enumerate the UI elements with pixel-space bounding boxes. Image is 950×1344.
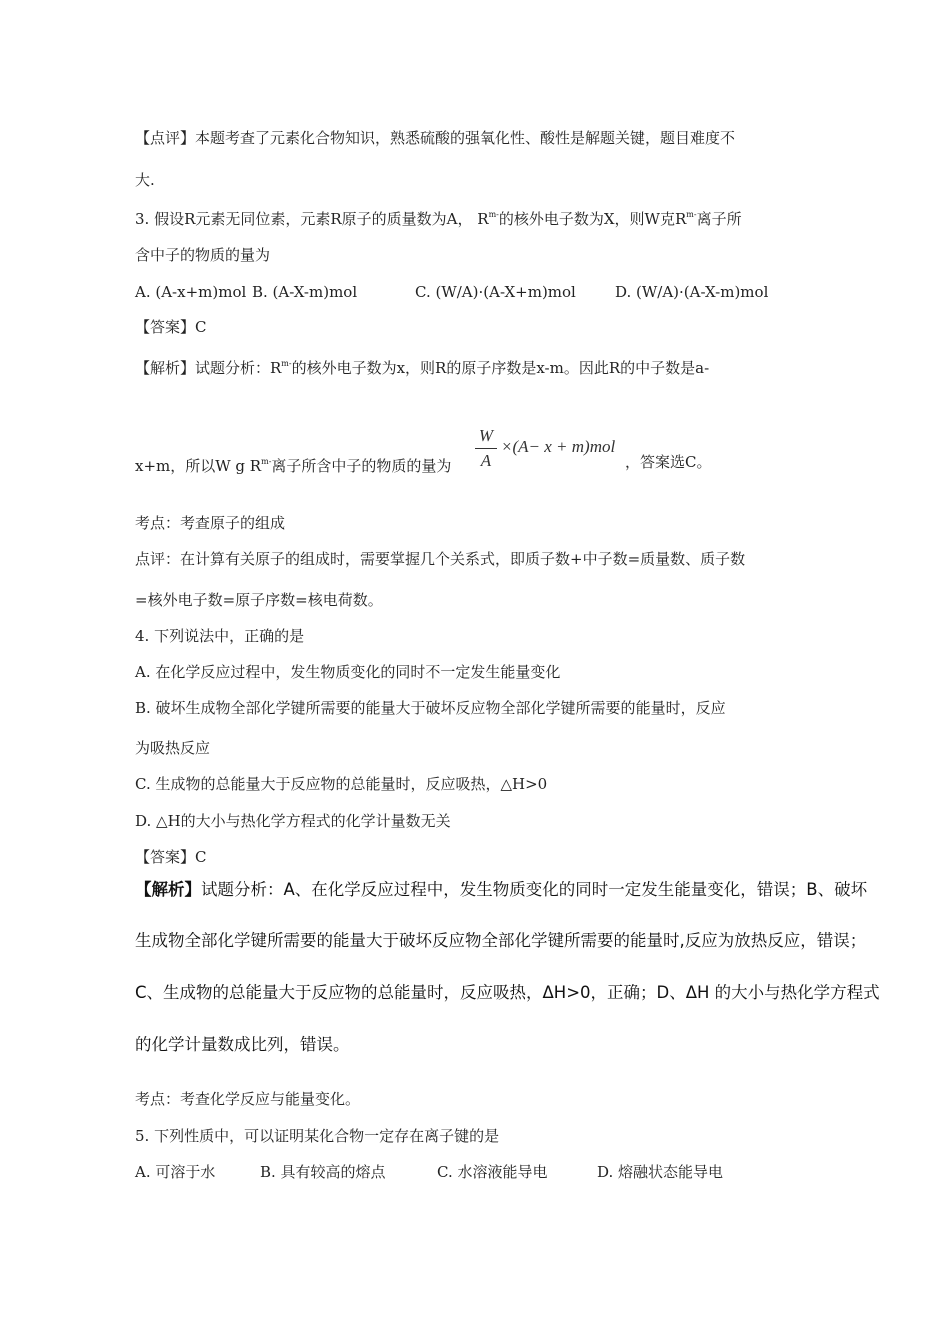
q4-option-a: A. 在化学反应过程中，发生物质变化的同时不一定发生能量变化 xyxy=(135,663,561,681)
q3-review-line-2: =核外电子数=原子序数=核电荷数。 xyxy=(135,591,383,609)
q5-option-b: B. 具有较高的熔点 xyxy=(260,1163,386,1181)
q5-option-c: C. 水溶液能导电 xyxy=(437,1163,548,1181)
charge-superscript: m- xyxy=(488,210,499,219)
q4-option-d: D. △H的大小与热化学方程式的化学计量数无关 xyxy=(135,812,451,830)
q4-analysis-line-1 xyxy=(135,880,867,900)
q3-option-b: B. (A-X-m)mol xyxy=(252,283,358,301)
q4-option-b-line-1: B. 破坏生成物全部化学键所需要的能量大于破坏反应物全部化学键所需要的能量时，反应 xyxy=(135,699,726,717)
q3-analysis-line-1 xyxy=(135,354,709,378)
q3-options xyxy=(135,282,768,302)
analysis-label: 【解析】 xyxy=(135,880,201,899)
q4-analysis-text: 试题分析：A、在化学反应过程中，发生物质变化的同时一定发生能量变化，错误；B、破坏 xyxy=(201,880,868,899)
q3-kaodian: 考点：考查原子的组成 xyxy=(135,514,286,532)
charge-superscript: m- xyxy=(281,359,292,368)
q3-stem-part: 的核外电子数为X，则W克R xyxy=(498,210,687,228)
q3-stem-line-2: 含中子的物质的量为 xyxy=(135,246,271,264)
q2-review-line-2: 大. xyxy=(135,171,155,189)
q3-stem-part: 3. 假设R元素无同位素，元素R原子的质量数为A， R xyxy=(135,210,489,228)
q5-stem: 5. 下列性质中，可以证明某化合物一定存在离子键的是 xyxy=(135,1127,500,1145)
q3-analysis-conclusion: ，答案选C。 xyxy=(625,453,712,471)
q4-stem: 4. 下列说法中，正确的是 xyxy=(135,627,305,645)
q3-answer: 【答案】C xyxy=(135,318,207,336)
q3-analysis-part: 【解析】试题分析：R xyxy=(135,359,282,377)
q3-analysis-part: 离子所含中子的物质的量为 xyxy=(271,457,452,475)
q4-kaodian: 考点：考查化学反应与能量变化。 xyxy=(135,1090,361,1108)
fraction-denominator: A xyxy=(480,451,492,470)
q3-analysis-part: x+m，所以W g R xyxy=(135,457,262,475)
charge-superscript: m- xyxy=(686,210,697,219)
formula-expression: ×(A− x + m)mol xyxy=(501,437,616,456)
q3-stem-part: 离子所 xyxy=(696,210,742,228)
q5-option-a: A. 可溶于水 xyxy=(135,1163,216,1181)
fraction-w-over-a xyxy=(475,425,497,472)
q3-stem-line-1 xyxy=(135,205,742,229)
q5-option-d: D. 熔融状态能导电 xyxy=(597,1163,724,1181)
charge-superscript: m- xyxy=(261,457,272,466)
q5-options xyxy=(135,1162,723,1182)
fraction-numerator: W xyxy=(478,426,494,445)
q4-analysis-line-2: 生成物全部化学键所需要的能量大于破坏反应物全部化学键所需要的能量时,反应为放热反应，错误； xyxy=(135,931,867,950)
q4-analysis-line-4: 的化学计量数成比列，错误。 xyxy=(135,1035,350,1054)
q3-analysis-part: 的核外电子数为x，则R的原子序数是x-m。因此R的中子数是a- xyxy=(291,359,710,377)
q2-review-line-1: 【点评】本题考查了元素化合物知识，熟悉硫酸的强氧化性、酸性是解题关键，题目难度不 xyxy=(135,129,736,147)
q4-answer: 【答案】C xyxy=(135,848,207,866)
q3-option-a: A. (A-x+m)mol xyxy=(135,283,247,301)
q3-option-c: C. (W/A)·(A-X+m)mol xyxy=(415,283,576,301)
q3-review-line-1: 点评：在计算有关原子的组成时，需要掌握几个关系式，即质子数+中子数=质量数、质子数 xyxy=(135,550,746,568)
q4-option-c: C. 生成物的总能量大于反应物的总能量时，反应吸热，△H>0 xyxy=(135,775,548,793)
q3-option-d: D. (W/A)·(A-X-m)mol xyxy=(615,283,769,301)
fraction-bar xyxy=(475,448,497,449)
q4-option-b-line-2: 为吸热反应 xyxy=(135,739,211,757)
q3-analysis-line-2 xyxy=(135,452,451,476)
q4-analysis-line-3: C、生成物的总能量大于反应物的总能量时，反应吸热，ΔH>0，正确；D、ΔH 的大小与热化学方程式 xyxy=(135,983,880,1002)
